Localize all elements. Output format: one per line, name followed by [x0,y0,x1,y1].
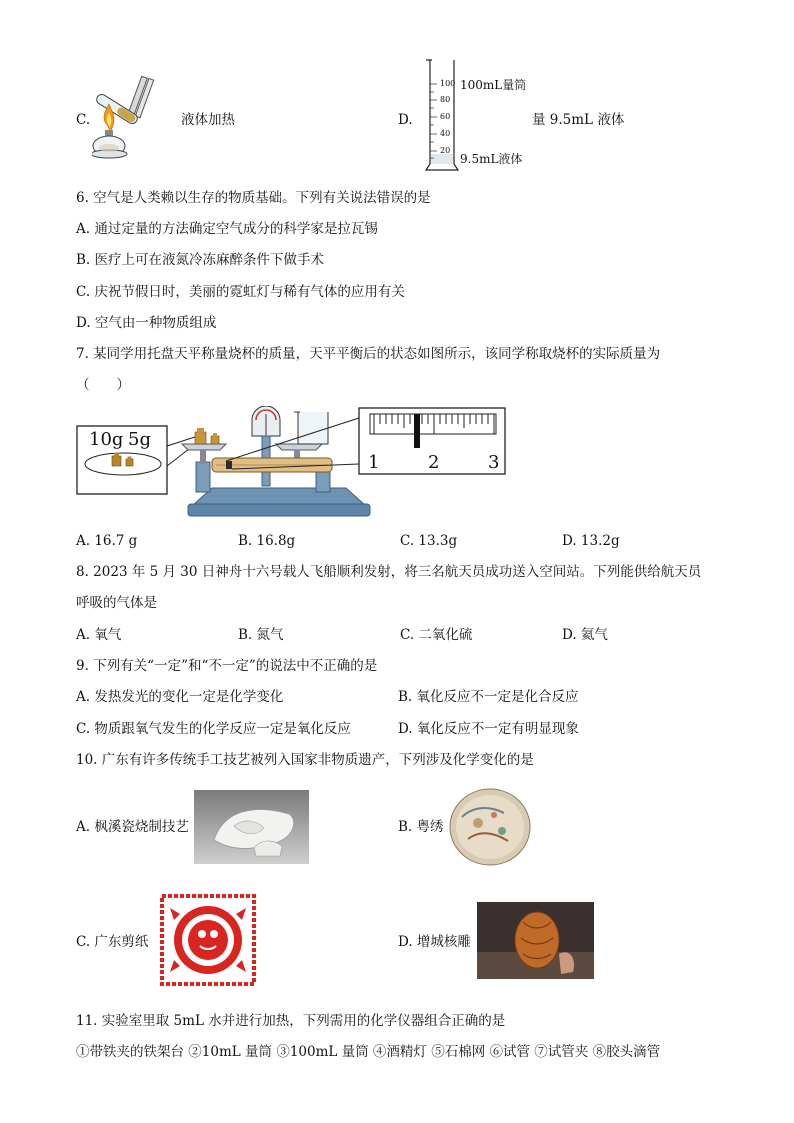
papercut-image [160,894,256,986]
q5-option-d-letter: D. [398,112,413,128]
cylinder-tick-80: 80 [440,95,451,104]
q6-option-a: A. 通过定量的方法确定空气成分的科学家是拉瓦锡 [76,221,378,237]
q7-stem: 7. 某同学用托盘天平称量烧杯的质量，天平平衡后的状态如图所示，该同学称取烧杯的实际质量为 [76,346,661,362]
q7-answer-blank: （ ） [76,377,130,393]
q7-option-b: B. 16.8g [238,533,296,549]
cylinder-tick-60: 60 [440,112,451,121]
q5-option-c-letter: C. [76,112,91,128]
q10-option-d: D. 增城核雕 [398,934,471,950]
scale-label-2: 2 [428,452,440,473]
q11-stem: 11. 实验室里取 5mL 水并进行加热，下列需用的化学仪器组合正确的是 [76,1013,506,1029]
weight-label-5g: 5g [128,429,151,450]
q8-option-d: D. 氦气 [562,627,608,643]
q9-option-b: B. 氧化反应不一定是化合反应 [398,689,579,705]
q6-option-c: C. 庆祝节假日时，美丽的霓虹灯与稀有气体的应用有关 [76,284,405,300]
q7-option-d: D. 13.2g [562,533,620,549]
q10-option-a: A. 枫溪瓷烧制技艺 [76,819,189,835]
cylinder-tick-40: 40 [440,129,451,138]
q8-stem-line1: 8. 2023 年 5 月 30 日神舟十六号载人飞船顺利发射，将三名航天员成功送入空间站。下列能供给航天员 [76,564,702,580]
q9-option-d: D. 氧化反应不一定有明显现象 [398,721,579,737]
q8-option-a: A. 氧气 [76,627,122,643]
q11-items: ①带铁夹的铁架台 ②10mL 量筒 ③100mL 量筒 ④酒精灯 ⑤石棉网 ⑥试管 ⑦试管夹 ⑧胶头滴管 [76,1044,661,1060]
liquid-label: 9.5mL液体 [460,152,523,166]
q8-option-b: B. 氮气 [238,627,284,643]
q10-stem: 10. 广东有许多传统手工技艺被列入国家非物质遗产，下列涉及化学变化的是 [76,752,534,768]
q5-option-d-text: 量 9.5mL 液体 [532,112,625,128]
test-tube-heating-figure [92,74,172,164]
porcelain-image [194,790,309,864]
embroidery-image [448,787,532,867]
walnut-carving-image [477,902,594,979]
q6-stem: 6. 空气是人类赖以生存的物质基础。下列有关说法错误的是 [76,190,431,206]
scale-label-3: 3 [488,452,500,473]
q10-option-c: C. 广东剪纸 [76,934,149,950]
q7-option-a: A. 16.7 g [76,533,138,549]
q9-option-c: C. 物质跟氧气发生的化学反应一定是氧化反应 [76,721,351,737]
q8-stem-line2: 呼吸的气体是 [76,595,157,611]
q8-option-c: C. 二氧化硫 [400,627,473,643]
cylinder-tick-20: 20 [440,146,451,155]
weight-label-10g: 10g [89,429,124,450]
q7-option-c: C. 13.3g [400,533,458,549]
q9-option-a: A. 发热发光的变化一定是化学变化 [76,689,284,705]
q10-option-b: B. 粤绣 [398,819,444,835]
q9-stem: 9. 下列有关“一定”和“不一定”的说法中不正确的是 [76,658,378,674]
q5-option-c-text: 液体加热 [181,112,235,128]
scale-label-1: 1 [368,452,380,473]
q6-option-b: B. 医疗上可在液氮冷冻麻醉条件下做手术 [76,252,325,268]
cylinder-label: 100mL量筒 [460,78,527,92]
cylinder-tick-100: 100 [440,79,456,88]
q6-option-d: D. 空气由一种物质组成 [76,315,217,331]
balance-figure [76,406,508,518]
